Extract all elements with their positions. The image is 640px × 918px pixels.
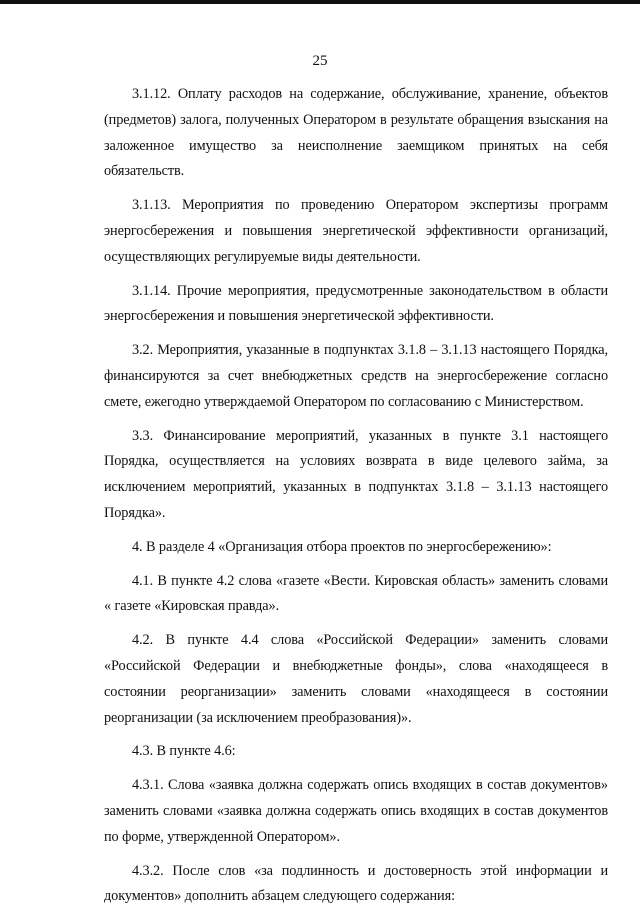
paragraph-3-1-12: 3.1.12. Оплату расходов на содержание, обслуживание, хранение, объектов (предметов) залога, полученных Оператором в результате обращения взыскания на заложенное имущество за неисполнение заемщиком принятых на себя обязательств. [104, 86, 608, 180]
paragraph-3-1-14: 3.1.14. Прочие мероприятия, предусмотренные законодательством в области энергосбережения и повышения энергетической эффективности. [104, 282, 608, 325]
paragraph-4: 4. В разделе 4 «Организация отбора проектов по энергосбережению»: [132, 538, 552, 555]
paragraph-4-3-1: 4.3.1. Слова «заявка должна содержать опись входящих в состав документов» заменить словами «заявка должна содержать опись входящих в состав документов по форме, утвержденной Оператором». [104, 777, 608, 845]
paragraph-3-2: 3.2. Мероприятия, указанные в подпунктах 3.1.8 – 3.1.13 настоящего Порядка, финансируются за счет внебюджетных средств на энергосбережение согласно смете, ежегодно утверждаемой Оператором по согласованию с Министерством. [104, 342, 608, 410]
paragraph-3-1-13: 3.1.13. Мероприятия по проведению Оператором экспертизы программ энергосбережения и повышения энергетической эффективности организаций, осуществляющих регулируемые виды деятельности. [104, 197, 608, 265]
top-border-line [0, 0, 640, 4]
paragraph-4-3-2: 4.3.2. После слов «за подлинность и достоверность этой информации и документов» дополнить абзацем следующего содержания: [104, 862, 608, 905]
page-number: 25 [312, 53, 328, 69]
paragraph-4-2: 4.2. В пункте 4.4 слова «Российской Федерации» заменить словами «Российской Федерации и внебюджетные фонды», слова «находящееся в состоянии реорганизации» заменить словами «находящееся в состоянии реорганизации (за исключением преобразования)». [104, 632, 608, 726]
document-body [104, 82, 608, 918]
paragraph-3-3: 3.3. Финансирование мероприятий, указанных в пункте 3.1 настоящего Порядка, осуществляется на условиях возврата в виде целевого займа, за исключением мероприятий, указанных в подпунктах 3.1.8 – 3.1.13 настоящего Порядка». [104, 427, 608, 521]
paragraph-4-1: 4.1. В пункте 4.2 слова «газете «Вести. Кировская область» заменить словами « газете «Кировская правда». [104, 572, 608, 615]
paragraph-4-3: 4.3. В пункте 4.6: [132, 743, 236, 760]
